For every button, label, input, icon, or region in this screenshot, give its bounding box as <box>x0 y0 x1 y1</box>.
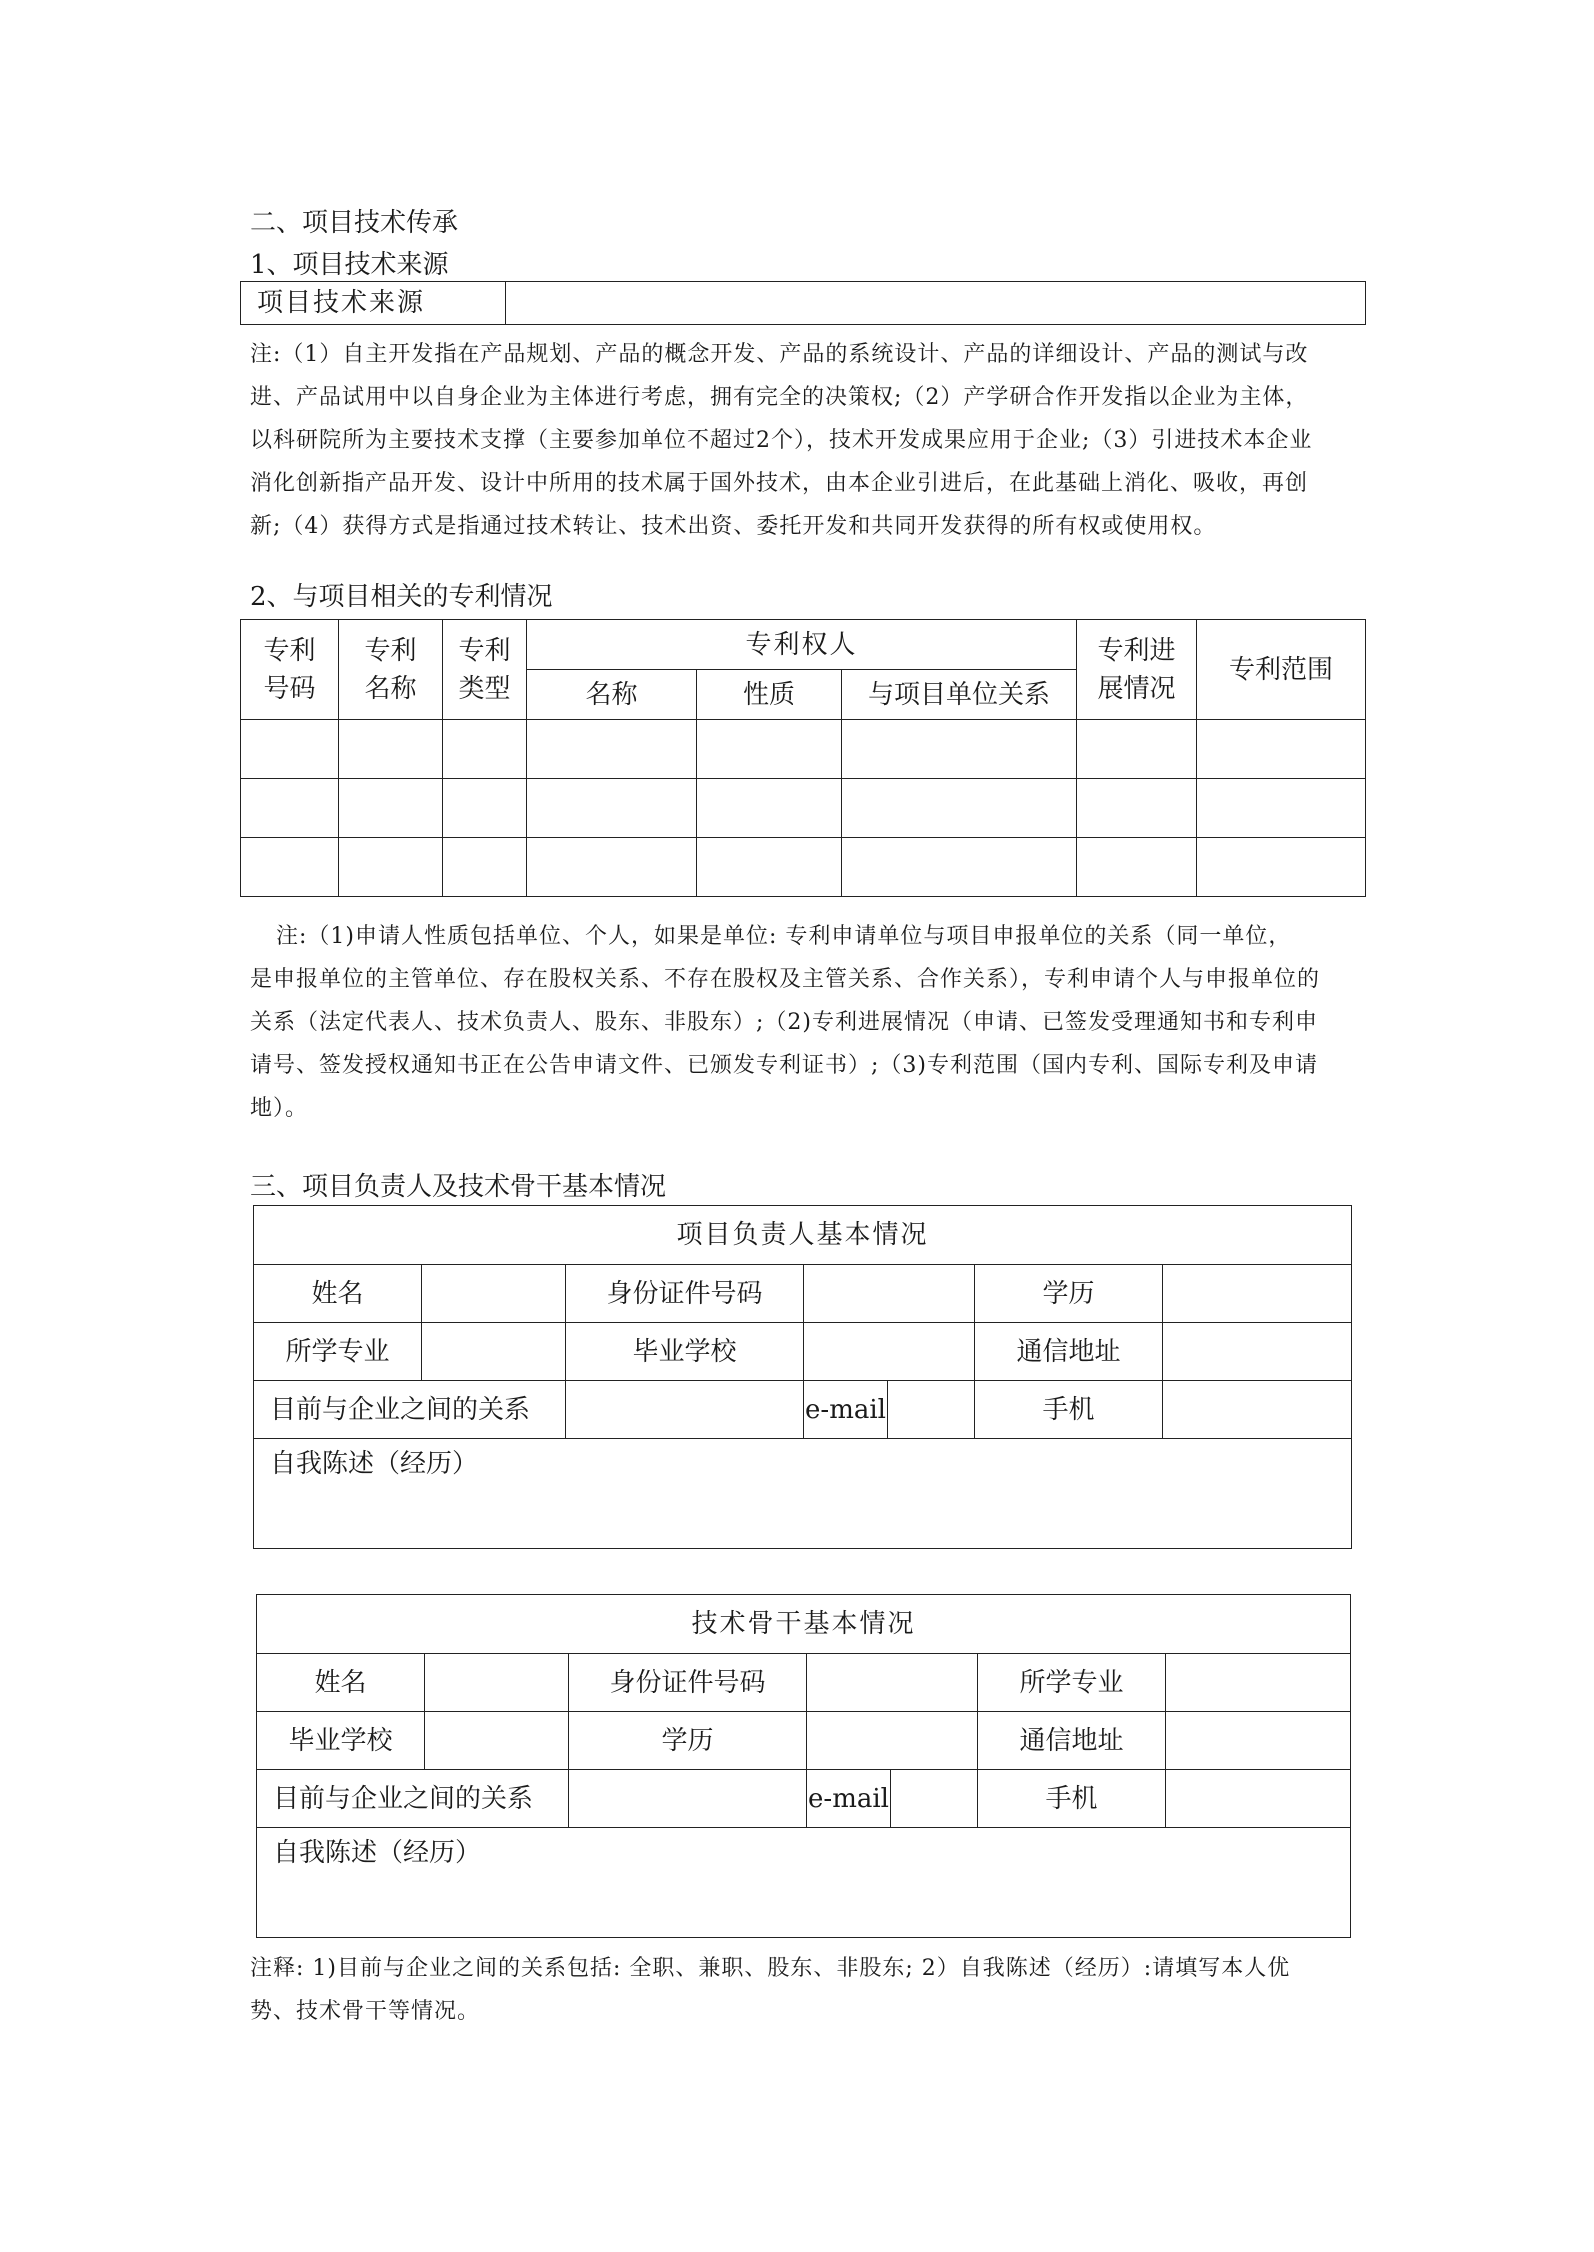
table-cell[interactable] <box>443 720 527 779</box>
table-cell[interactable] <box>1077 838 1197 897</box>
table-cell[interactable] <box>339 779 443 838</box>
note-line: 势、技术骨干等情况。 <box>250 1999 481 2024</box>
col-holder-name: 名称 <box>527 670 697 720</box>
col-patent-scope: 专利范围 <box>1197 620 1366 720</box>
leader-table-title: 项目负责人基本情况 <box>254 1206 1352 1265</box>
col-holder-nature: 性质 <box>697 670 842 720</box>
leader-school-label: 毕业学校 <box>566 1323 804 1381</box>
staff-email-input[interactable] <box>891 1770 978 1828</box>
tech-source-label: 项目技术来源 <box>241 282 506 325</box>
table-cell[interactable] <box>241 720 339 779</box>
note-line: 注:（1）自主开发指在产品规划、产品的概念开发、产品的系统设计、产品的详细设计、产品的测试与改 <box>250 342 1309 367</box>
table-cell[interactable] <box>842 779 1077 838</box>
table-cell[interactable] <box>339 720 443 779</box>
table-cell[interactable] <box>527 720 697 779</box>
table-cell[interactable] <box>241 779 339 838</box>
col-patent-progress: 专利进 展情况 <box>1077 620 1197 720</box>
note-line: 以科研院所为主要技术支撑（主要参加单位不超过2个），技术开发成果应用于企业;（3）引进技术本企业 <box>250 428 1313 453</box>
leader-address-input[interactable] <box>1163 1323 1352 1381</box>
leader-phone-label: 手机 <box>975 1381 1163 1439</box>
table-cell[interactable] <box>842 720 1077 779</box>
col-patent-name: 专利 名称 <box>339 620 443 720</box>
staff-info-table <box>256 1594 1351 1938</box>
leader-name-input[interactable] <box>422 1265 566 1323</box>
table-cell[interactable] <box>697 720 842 779</box>
leader-email-input[interactable] <box>888 1381 975 1439</box>
col-holder-relation: 与项目单位关系 <box>842 670 1077 720</box>
table-cell[interactable] <box>443 779 527 838</box>
leader-school-input[interactable] <box>804 1323 975 1381</box>
staff-name-input[interactable] <box>425 1654 569 1712</box>
note-line: 注:（1)申请人性质包括单位、个人，如果是单位: 专利申请单位与项目申报单位的关系（同一单位， <box>276 924 1292 949</box>
staff-phone-input[interactable] <box>1166 1770 1351 1828</box>
leader-phone-input[interactable] <box>1163 1381 1352 1439</box>
leader-id-input[interactable] <box>804 1265 975 1323</box>
table-cell[interactable] <box>697 779 842 838</box>
leader-education-label: 学历 <box>975 1265 1163 1323</box>
leader-id-label: 身份证件号码 <box>566 1265 804 1323</box>
staff-major-label: 所学专业 <box>978 1654 1166 1712</box>
tech-source-input[interactable] <box>506 282 1366 325</box>
staff-relation-label: 目前与企业之间的关系 <box>257 1770 569 1828</box>
leader-info-table <box>253 1205 1352 1549</box>
note-line: 新;（4）获得方式是指通过技术转让、技术出资、委托开发和共同开发获得的所有权或使用权。 <box>250 514 1217 539</box>
leader-relation-input[interactable] <box>566 1381 804 1439</box>
col-patent-type: 专利 类型 <box>443 620 527 720</box>
staff-phone-label: 手机 <box>978 1770 1166 1828</box>
leader-relation-label: 目前与企业之间的关系 <box>254 1381 566 1439</box>
table-cell[interactable] <box>1197 720 1366 779</box>
table-row <box>241 720 1366 779</box>
table-cell[interactable] <box>1197 838 1366 897</box>
section2-heading: 二、项目技术传承 <box>250 208 459 238</box>
table-cell[interactable] <box>842 838 1077 897</box>
col-patent-holder: 专利权人 <box>527 620 1077 670</box>
staff-address-input[interactable] <box>1166 1712 1351 1770</box>
leader-address-label: 通信地址 <box>975 1323 1163 1381</box>
leader-major-label: 所学专业 <box>254 1323 422 1381</box>
tech-source-table <box>240 281 1366 325</box>
table-cell[interactable] <box>339 838 443 897</box>
patent-table <box>240 619 1366 897</box>
staff-education-input[interactable] <box>807 1712 978 1770</box>
staff-education-label: 学历 <box>569 1712 807 1770</box>
staff-address-label: 通信地址 <box>978 1712 1166 1770</box>
table-cell[interactable] <box>1077 779 1197 838</box>
leader-email-label: e-mail <box>804 1381 888 1439</box>
leader-education-input[interactable] <box>1163 1265 1352 1323</box>
section3-heading: 三、项目负责人及技术骨干基本情况 <box>250 1172 667 1202</box>
staff-email-label: e-mail <box>807 1770 891 1828</box>
leader-major-input[interactable] <box>422 1323 566 1381</box>
staff-self-description[interactable]: 自我陈述（经历） <box>257 1828 1351 1938</box>
staff-name-label: 姓名 <box>257 1654 425 1712</box>
note-line: 是申报单位的主管单位、存在股权关系、不存在股权及主管关系、合作关系），专利申请个人与申报单位的 <box>250 967 1321 992</box>
staff-id-label: 身份证件号码 <box>569 1654 807 1712</box>
note-line: 关系（法定代表人、技术负责人、股东、非股东）;（2)专利进展情况（申请、已签发受理通知书和专利申 <box>250 1010 1318 1035</box>
note-line: 地）。 <box>250 1096 309 1121</box>
leader-self-description[interactable]: 自我陈述（经历） <box>254 1439 1352 1549</box>
table-row <box>241 779 1366 838</box>
table-cell[interactable] <box>527 838 697 897</box>
table-cell[interactable] <box>1197 779 1366 838</box>
subsection-tech-source-heading: 1、项目技术来源 <box>250 250 449 280</box>
note-line: 消化创新指产品开发、设计中所用的技术属于国外技术，由本企业引进后，在此基础上消化、吸收，再创 <box>250 471 1309 496</box>
staff-school-label: 毕业学校 <box>257 1712 425 1770</box>
table-cell[interactable] <box>527 779 697 838</box>
table-cell[interactable] <box>443 838 527 897</box>
staff-id-input[interactable] <box>807 1654 978 1712</box>
table-row <box>241 838 1366 897</box>
table-cell[interactable] <box>1077 720 1197 779</box>
staff-relation-input[interactable] <box>569 1770 807 1828</box>
note-line: 进、产品试用中以自身企业为主体进行考虑，拥有完全的决策权;（2）产学研合作开发指以企业为主体， <box>250 385 1309 410</box>
col-patent-number: 专利 号码 <box>241 620 339 720</box>
staff-table-title: 技术骨干基本情况 <box>257 1595 1351 1654</box>
note-line: 请号、签发授权通知书正在公告申请文件、已颁发专利证书）;（3)专利范围（国内专利、国际专利及申请 <box>250 1053 1318 1078</box>
leader-name-label: 姓名 <box>254 1265 422 1323</box>
note-line: 注释: 1)目前与企业之间的关系包括: 全职、兼职、股东、非股东; 2）自我陈述（经历）:请填写本人优 <box>250 1956 1291 1981</box>
staff-major-input[interactable] <box>1166 1654 1351 1712</box>
subsection-patent-heading: 2、与项目相关的专利情况 <box>250 582 553 612</box>
table-cell[interactable] <box>697 838 842 897</box>
table-cell[interactable] <box>241 838 339 897</box>
staff-school-input[interactable] <box>425 1712 569 1770</box>
